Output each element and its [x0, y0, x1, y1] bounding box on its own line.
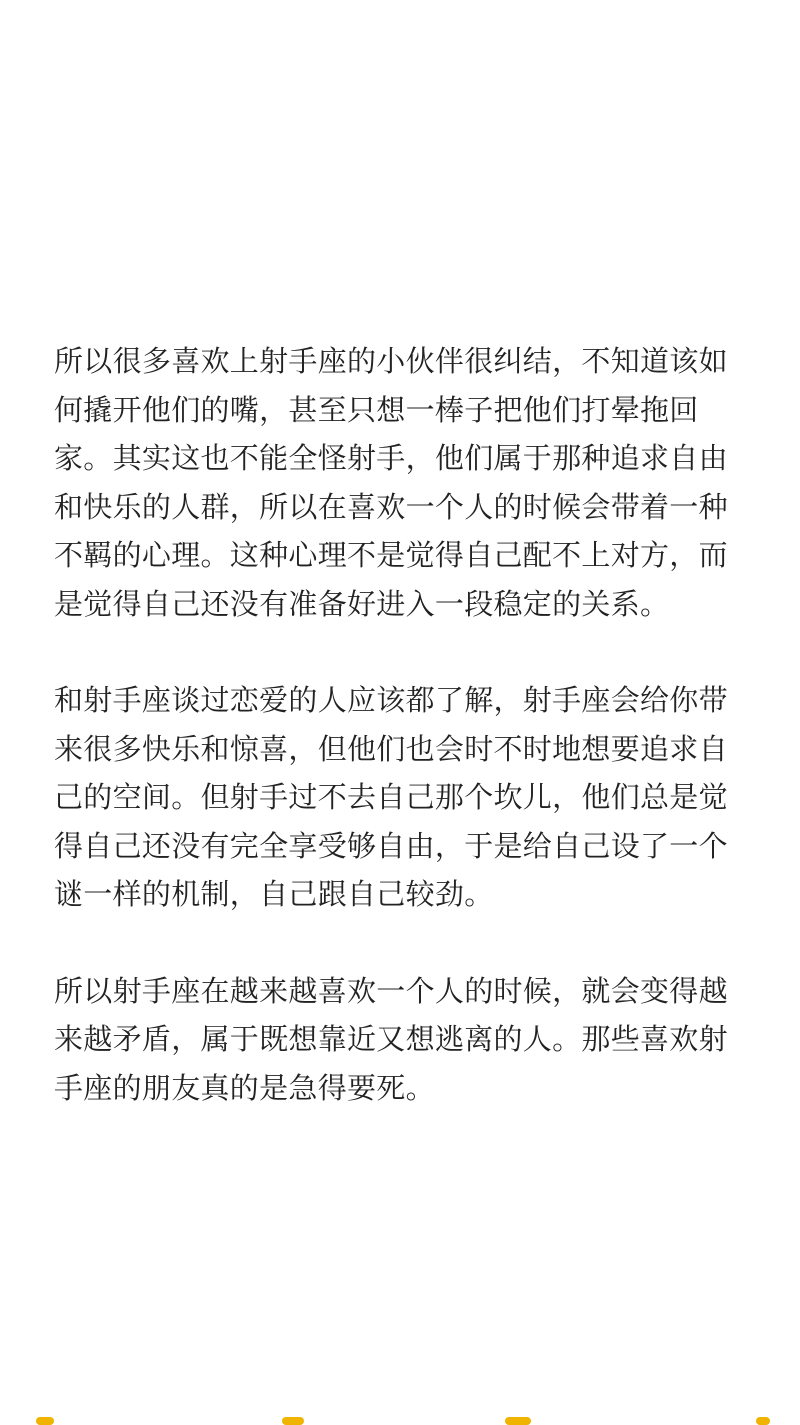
- bottom-toolbar-edge: [0, 1411, 800, 1421]
- text-line: 己的空间。但射手过不去自己那个坎儿，他们总是觉: [54, 780, 728, 814]
- paragraph-2: [54, 676, 728, 919]
- paragraph-spacer: [54, 919, 724, 967]
- toolbar-icon-edge: [282, 1417, 304, 1425]
- text-line: 家。其实这也不能全怪射手，他们属于那种追求自由: [54, 441, 728, 475]
- text-line: 来很多快乐和惊喜，但他们也会时不时地想要追求自: [54, 731, 728, 766]
- text-line: 来越矛盾，属于既想靠近又想逃离的人。那些喜欢射: [54, 1022, 728, 1056]
- text-line: 和快乐的人群，所以在喜欢一个人的时候会带着一种: [54, 489, 728, 524]
- text-line: 和射手座谈过恋爱的人应该都了解，射手座会给你带: [54, 683, 728, 717]
- article-body: [54, 337, 728, 1112]
- toolbar-icon-edge: [505, 1417, 531, 1425]
- text-line: 得自己还没有完全享受够自由，于是给自己设了一个: [54, 828, 728, 863]
- toolbar-icon-edge: [756, 1417, 770, 1425]
- paragraph-3: [54, 967, 728, 1113]
- paragraph-spacer: [54, 628, 724, 676]
- text-line: 何撬开他们的嘴，甚至只想一棒子把他们打晕拖回: [54, 392, 699, 427]
- text-line: 是觉得自己还没有准备好进入一段稳定的关系。: [54, 586, 670, 621]
- text-line: 所以射手座在越来越喜欢一个人的时候，就会变得越: [54, 973, 728, 1008]
- text-line: 所以很多喜欢上射手座的小伙伴很纠结，不知道该如: [54, 344, 728, 378]
- paragraph-1: [54, 337, 728, 628]
- text-line: 谜一样的机制，自己跟自己较劲。: [54, 877, 494, 911]
- text-line: 不羁的心理。这种心理不是觉得自己配不上对方，而: [54, 538, 728, 572]
- text-line: 手座的朋友真的是急得要死。: [54, 1070, 435, 1105]
- toolbar-icon-edge: [36, 1417, 54, 1425]
